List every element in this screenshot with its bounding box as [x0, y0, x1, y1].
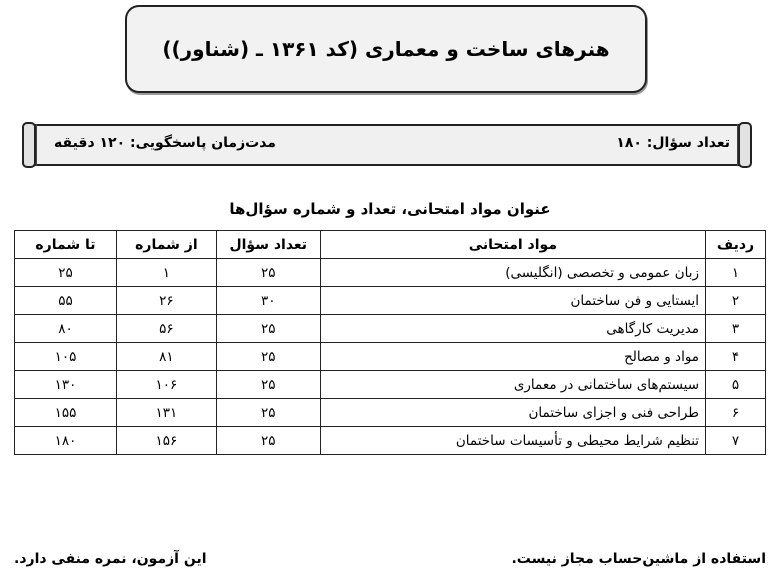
question-count-cell: ۲۵ [216, 343, 320, 371]
calculator-note: استفاده از ماشین‌حساب مجاز نیست. [511, 551, 766, 567]
header-row-number: ردیف [706, 231, 766, 259]
table-row [15, 427, 766, 455]
scroll-cap-right [738, 122, 752, 168]
scroll-cap-left [22, 122, 36, 168]
from-number-cell: ۸۱ [116, 343, 216, 371]
from-number-cell: ۲۶ [116, 287, 216, 315]
table-title: عنوان مواد امتحانی، تعداد و شماره سؤال‌ها [229, 200, 551, 218]
to-number-cell: ۸۰ [15, 315, 117, 343]
from-number-cell: ۱ [116, 259, 216, 287]
scroll-line-right [737, 124, 738, 166]
question-count-cell: ۲۵ [216, 259, 320, 287]
answer-duration: مدت‌زمان پاسخگویی: ۱۲۰ دقیقه [54, 135, 276, 151]
to-number-cell: ۱۵۵ [15, 399, 117, 427]
exam-title: هنرهای ساخت و معماری (کد ۱۳۶۱ ـ (شناور)) [162, 37, 610, 61]
header-from-number: از شماره [116, 231, 216, 259]
subject-name: ایستایی و فن ساختمان [320, 287, 705, 315]
to-number-cell: ۱۰۵ [15, 343, 117, 371]
subject-name: مدیریت کارگاهی [320, 315, 705, 343]
row-number: ۶ [706, 399, 766, 427]
row-number: ۲ [706, 287, 766, 315]
question-count-cell: ۲۵ [216, 399, 320, 427]
question-count-cell: ۲۵ [216, 371, 320, 399]
negative-mark-note: این آزمون، نمره منفی دارد. [14, 551, 207, 567]
header-subject: مواد امتحانی [320, 231, 705, 259]
question-count: تعداد سؤال: ۱۸۰ [616, 135, 730, 151]
to-number-cell: ۵۵ [15, 287, 117, 315]
scroll-line-left [36, 124, 37, 166]
table-row [15, 343, 766, 371]
row-number: ۷ [706, 427, 766, 455]
row-number: ۱ [706, 259, 766, 287]
exam-info-bar [30, 124, 744, 166]
to-number-cell: ۱۳۰ [15, 371, 117, 399]
from-number-cell: ۵۶ [116, 315, 216, 343]
header-question-count: تعداد سؤال [216, 231, 320, 259]
table-header-row [15, 231, 766, 259]
table-row [15, 399, 766, 427]
from-number-cell: ۱۳۱ [116, 399, 216, 427]
question-count-cell: ۲۵ [216, 315, 320, 343]
row-number: ۳ [706, 315, 766, 343]
exam-title-box [125, 5, 647, 93]
question-count-cell: ۲۵ [216, 427, 320, 455]
subject-name: مواد و مصالح [320, 343, 705, 371]
to-number-cell: ۱۸۰ [15, 427, 117, 455]
header-to-number: تا شماره [15, 231, 117, 259]
table-row [15, 315, 766, 343]
row-number: ۵ [706, 371, 766, 399]
subject-name: طراحی فنی و اجزای ساختمان [320, 399, 705, 427]
table-row [15, 371, 766, 399]
table-row [15, 287, 766, 315]
from-number-cell: ۱۰۶ [116, 371, 216, 399]
subjects-table [14, 230, 766, 455]
subject-name: زبان عمومی و تخصصی (انگلیسی) [320, 259, 705, 287]
to-number-cell: ۲۵ [15, 259, 117, 287]
subject-name: تنظیم شرایط محیطی و تأسیسات ساختمان [320, 427, 705, 455]
row-number: ۴ [706, 343, 766, 371]
from-number-cell: ۱۵۶ [116, 427, 216, 455]
subject-name: سیستم‌های ساختمانی در معماری [320, 371, 705, 399]
question-count-cell: ۳۰ [216, 287, 320, 315]
table-row [15, 259, 766, 287]
